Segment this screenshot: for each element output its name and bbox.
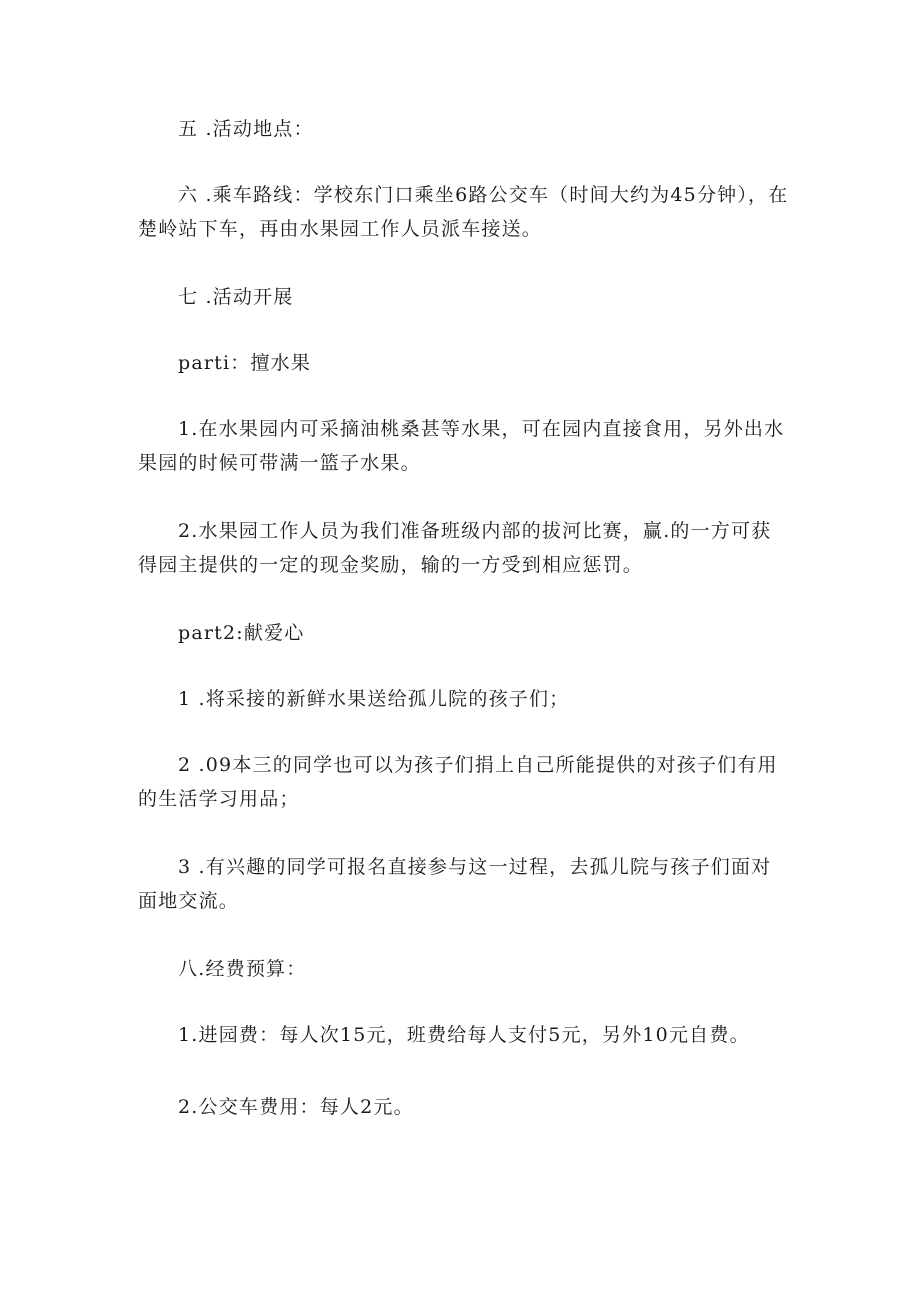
part1-item-2: 2.水果园工作人员为我们准备班级内部的拔河比赛，赢.的一方可获得园主提供的一定的现金奖励，输的一方受到相应惩罚。 [138,520,772,576]
section-7-heading: 七 .活动开展 [178,286,294,308]
part2-item-2: 2 .09本三的同学也可以为孩子们捐上自己所能提供的对孩子们有用的生活学习用品； [138,754,778,810]
part1-item-1: 1.在水果园内可采摘油桃桑甚等水果，可在园内直接食用，另外出水果园的时候可带满一篮子水果。 [138,418,785,474]
section-6-route: 六 .乘车路线：学校东门口乘坐6路公交车（时间大约为45分钟），在楚岭站下车，再由水果园工作人员派车接送。 [138,184,789,240]
part1-heading: parti：擅水果 [178,352,312,374]
part2-item-1: 1 .将采接的新鲜水果送给孤儿院的孩子们； [178,688,570,710]
section-8-heading: 八.经费预算： [178,958,307,980]
budget-item-2: 2.公交车费用：每人2元。 [178,1096,414,1118]
budget-item-1: 1.进园费：每人次15元，班费给每人支付5元，另外10元自费。 [178,1024,750,1046]
section-5-heading: 五 .活动地点： [178,118,314,140]
part2-heading: part2:献爱心 [178,622,305,644]
part2-item-3: 3 .有兴趣的同学可报名直接参与这一过程，去孤儿院与孩子们面对面地交流。 [138,856,772,912]
